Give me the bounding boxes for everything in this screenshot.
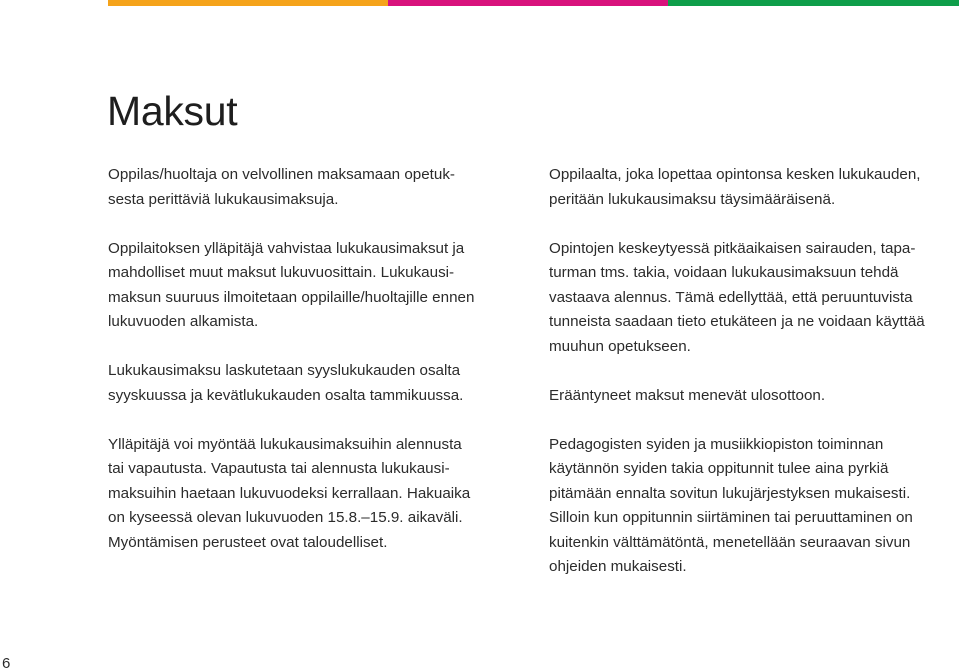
text-line: lukuvuoden alkamista.: [108, 313, 259, 330]
paragraph: [108, 359, 518, 408]
text-line: turman tms. takia, voidaan lukukausimaksuun tehdä: [549, 264, 899, 281]
paragraph: [549, 237, 959, 360]
text-line: muuhun opetukseen.: [549, 337, 691, 355]
page-number: 6: [2, 655, 11, 672]
text-line: vastaava alennus. Tämä edellyttää, että peruuntuvista: [549, 288, 913, 306]
text-line: Ylläpitäjä voi myöntää lukukausimaksuihin alennusta: [108, 435, 462, 453]
text-line: Myöntämisen perusteet ovat taloudelliset.: [108, 533, 388, 551]
paragraph: [549, 163, 959, 212]
text-line: on kyseessä olevan lukuvuoden 15.8.–15.9. aikaväli.: [108, 509, 463, 526]
left-column: [108, 163, 518, 580]
text-line: käytännön syiden takia oppitunnit tulee aina pyrkiä: [549, 460, 889, 477]
text-line: Erääntyneet maksut menevät ulosottoon.: [549, 386, 826, 404]
text-line: pitämään ennalta sovitun lukujärjestyksen mukaisesti.: [549, 484, 911, 502]
text-line: syyskuussa ja kevätlukukauden osalta tammikuussa.: [108, 386, 464, 404]
text-line: kuitenkin välttämätöntä, menetellään seuraavan sivun: [549, 533, 911, 551]
paragraph: [549, 433, 959, 580]
page-title: Maksut: [107, 88, 238, 134]
top-stripe-green: [668, 0, 959, 6]
paragraph: [549, 384, 959, 409]
text-line: maksuihin haetaan lukuvuodeksi kerrallaan. Hakuaika: [108, 484, 471, 502]
text-line: Oppilaalta, joka lopettaa opintonsa kesken lukukauden,: [549, 166, 921, 183]
paragraph: [108, 163, 518, 212]
text-line: maksun suuruus ilmoitetaan oppilaille/huoltajille ennen: [108, 288, 475, 306]
text-line: peritään lukukausimaksu täysimääräisenä.: [549, 190, 836, 208]
top-stripe-magenta: [388, 0, 668, 6]
paragraph: [108, 433, 518, 556]
text-line: mahdolliset muut maksut lukuvuosittain. Lukukausi-: [108, 264, 455, 281]
text-line: sesta perittäviä lukukausimaksuja.: [108, 190, 339, 208]
top-stripe-orange: [108, 0, 388, 6]
text-line: tunneista saadaan tieto etukäteen ja ne voidaan käyttää: [549, 313, 925, 330]
text-line: Pedagogisten syiden ja musiikkiopiston toiminnan: [549, 435, 884, 453]
text-line: tai vapautusta. Vapautusta tai alennusta lukukausi-: [108, 460, 450, 477]
text-line: ohjeiden mukaisesti.: [549, 558, 687, 575]
text-line: Opintojen keskeytyessä pitkäaikaisen sairauden, tapa-: [549, 239, 916, 257]
text-line: Silloin kun oppitunnin siirtäminen tai peruuttaminen on: [549, 509, 913, 526]
text-line: Oppilaitoksen ylläpitäjä vahvistaa lukukausimaksut ja: [108, 239, 465, 257]
paragraph: [108, 237, 518, 335]
right-column: [549, 163, 959, 604]
text-line: Oppilas/huoltaja on velvollinen maksamaan opetuk-: [108, 166, 455, 183]
text-line: Lukukausimaksu laskutetaan syyslukukauden osalta: [108, 362, 461, 379]
